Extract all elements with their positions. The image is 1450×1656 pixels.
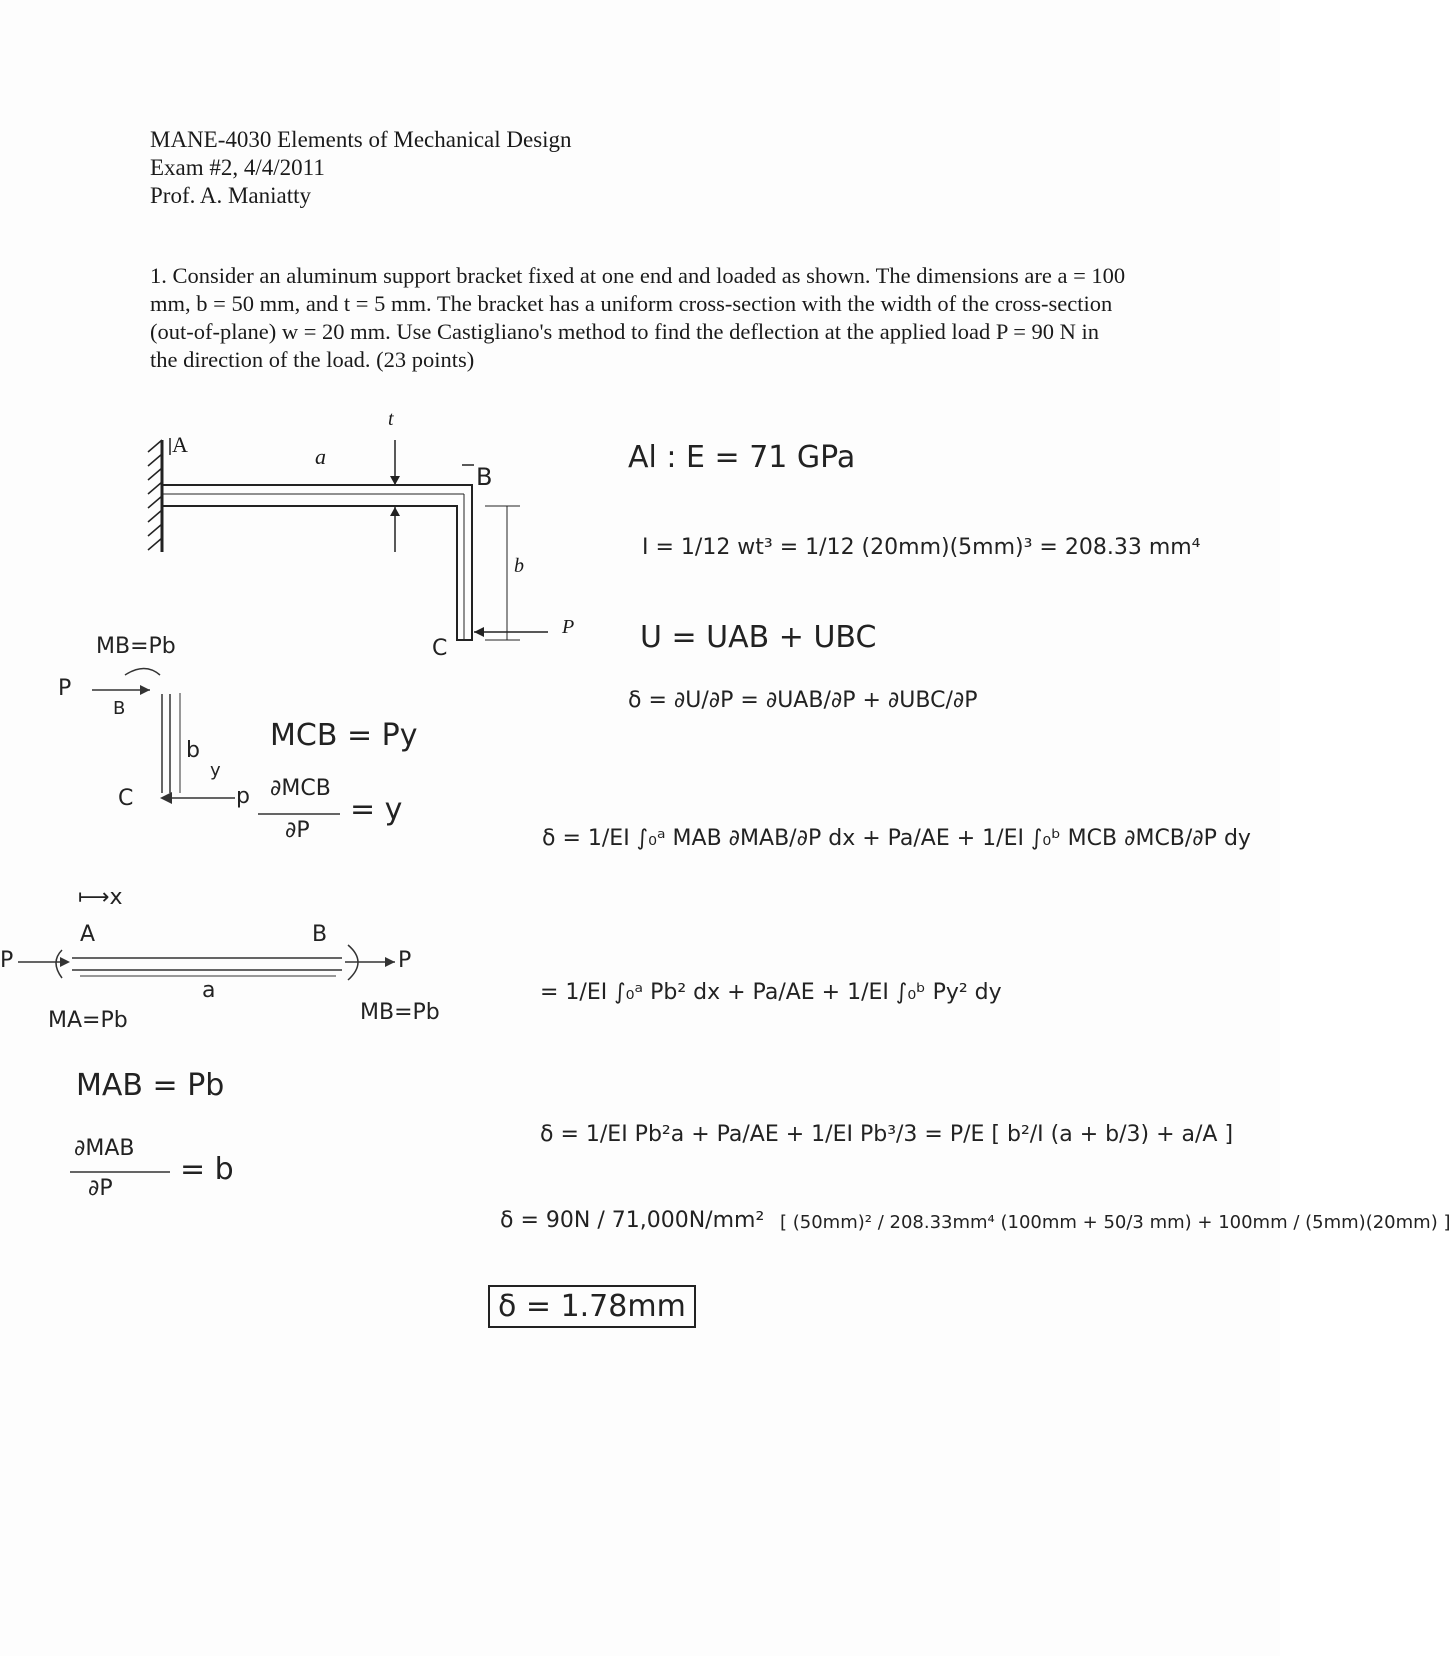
moment-of-inertia: I = 1/12 wt³ = 1/12 (20mm)(5mm)³ = 208.33 mm⁴ [642,535,1201,560]
fbd-ab-moment-A: MA=Pb [48,1008,128,1033]
professor-name: Prof. A. Maniatty [150,183,311,208]
dMCB-result: = y [350,792,403,827]
strain-energy: U = UAB + UBC [640,620,877,655]
dMAB-denominator: ∂P [88,1176,113,1201]
figure-label-a: a [315,444,326,469]
course-title: MANE-4030 Elements of Mechanical Design [150,127,572,152]
deflection-integral: δ = 1/EI ∫₀ᵃ MAB ∂MAB/∂P dx + Pa/AE + 1/EI ∫₀ᵇ MCB ∂MCB/∂P dy [542,826,1251,851]
fbd-bc-length-b: b [186,738,200,763]
dMAB-result: = b [180,1152,234,1187]
fbd-ab-point-A: A [80,922,96,947]
dMAB-numerator: ∂MAB [74,1136,135,1161]
figure-label-B: B [476,463,493,491]
figure-label-b: b [514,555,524,577]
figure-label-t: t [388,408,394,430]
fbd-bc-force-P: P [58,676,72,701]
fbd-bc-load-p: p [236,784,250,809]
fbd-bc-point-B: B [113,698,126,719]
fbd-ab-length-a: a [202,978,216,1003]
fbd-bc-axis-y: y [210,760,221,781]
deflection-substituted: = 1/EI ∫₀ᵃ Pb² dx + Pa/AE + 1/EI ∫₀ᵇ Py² dy [540,980,1002,1005]
dMCB-denominator: ∂P [285,818,310,843]
deflection-symbolic: δ = 1/EI Pb²a + Pa/AE + 1/EI Pb³/3 = P/E [ b²/I (a + b/3) + a/A ] [540,1122,1234,1147]
dMCB-numerator: ∂MCB [270,776,331,801]
exam-date: Exam #2, 4/4/2011 [150,155,325,180]
fbd-ab-force-right: P [398,948,412,973]
fbd-bc-moment-B: MB=Pb [96,634,176,659]
fbd-ab-point-B: B [312,922,328,947]
problem-statement: 1. Consider an aluminum support bracket fixed at one end and loaded as shown. The dimensions are a = 100 mm, b = 50 mm, and t = 5 mm. The bracket has a uniform cross-section with the width of the cross-section (out-of-plane) w = 20 mm. Use Castigliano's method to find the deflection at the applied load P = 90 N in the direction of the load. (23 points) [150,263,1126,372]
figure-label-A: A [172,432,188,457]
material-property: Al : E = 71 GPa [628,440,856,475]
deflection-numeric-lead: δ = 90N / 71,000N/mm² [500,1208,765,1233]
x-axis-arrow: ⟼x [78,885,123,910]
figure-label-P: P [562,616,575,638]
figure-label-C: C [432,636,448,661]
moment-MCB: MCB = Py [270,718,418,753]
fbd-ab-force-left: P [0,948,14,973]
moment-MAB: MAB = Pb [76,1068,225,1103]
final-answer: δ = 1.78mm [488,1285,696,1328]
fbd-bc-point-C: C [118,786,134,811]
castigliano-theorem: δ = ∂U/∂P = ∂UAB/∂P + ∂UBC/∂P [628,688,978,713]
deflection-numeric-body: [ (50mm)² / 208.33mm⁴ (100mm + 50/3 mm) + 100mm / (5mm)(20mm) ] [780,1212,1450,1233]
fbd-ab-moment-B: MB=Pb [360,1000,440,1025]
